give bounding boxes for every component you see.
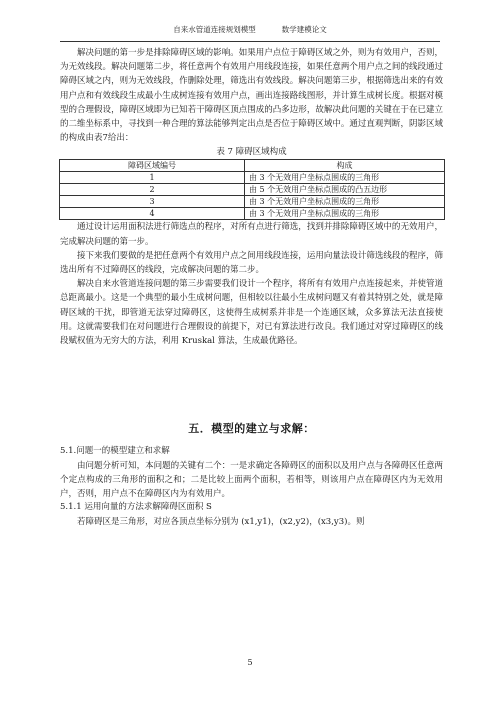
header-rule	[60, 41, 440, 42]
table-header-composition: 构成	[245, 160, 445, 172]
table-cell-composition: 由 5 个无效用户坐标点围成的凸五边形	[245, 184, 445, 196]
obstacle-table	[59, 159, 445, 220]
paragraph-triangle-vertices: 若障碍区是三角形，对应各顶点坐标分别为 (x1,y1)，(x2,y2)，(x3,y3)。则	[77, 516, 365, 527]
table-cell-id: 4	[60, 208, 245, 220]
table-cell-composition: 由 3 个无效用户坐标点围成的三角形	[245, 208, 445, 220]
table-row	[60, 208, 445, 220]
page-body	[60, 46, 443, 529]
table-cell-composition: 由 3 个无效用户坐标点围成的三角形	[245, 172, 445, 184]
header-type: 数学建模论文	[281, 25, 327, 34]
section-heading: 五．模型的建立与求解：	[188, 422, 315, 436]
subsection-heading: 5.1.问题一的模型建立和求解	[60, 446, 170, 457]
running-header	[60, 23, 440, 39]
paragraph-step-overview: 解决问题的第一步是排除障碍区域的影响。如果用户点位于障碍区域之外，则为有效用户，否则，为无效线段。解决问题第二步，将任意两个有效用户用线段连接，如果任意两个用户点之间的线段通过障碍区域之内，则为无效线段，作删除处理，筛选出有效线段。解决问题第三步，根据筛选出来的有效用户点和有效线段生成最小生成树连接有效用户点，画出连接路线图形，并计算生成树长度。根据对模型的合理假设，障碍区域即为已知若干障碍区顶点围成的凸多边形，故解决此问题的关键在于在已建立的二维坐标系中，寻找到一种合理的算法能够判定出点是否位于障碍区域中。通过直观判断，阴影区域的构成由表7给出：	[60, 48, 443, 144]
paragraph-step-one: 通过设计运用面积法进行筛选点的程序，对所有点进行筛选，找到并排除障碍区域中的无效用户，完成解决问题的第一步。	[60, 222, 443, 247]
table-header-id: 障碍区域编号	[60, 160, 245, 172]
page-number: 5	[247, 658, 253, 667]
table-row	[60, 172, 445, 184]
table-header-row	[60, 160, 445, 172]
table-cell-id: 3	[60, 196, 245, 208]
table-cell-id: 1	[60, 172, 245, 184]
table-caption: 表 7 障碍区域构成	[216, 147, 287, 158]
table-cell-composition: 由 3 个无效用户坐标点围成的三角形	[245, 196, 445, 208]
subsubsection-heading: 5.1.1 运用向量的方法求解障碍区面积 S	[60, 502, 212, 513]
paragraph-step-three: 解决自来水管道连接问题的第三步需要我们设计一个程序，将所有有效用户点连接起来，并使管道总距离最小。这是一个典型的最小生成树问题，但相较以往最小生成树问题又有着其特别之处，就是障碍区域的干扰，即管道无法穿过障碍区，这使得生成树系并非是一个连通区域，众多算法无法直接使用。这就需要我们在对问题进行合理假设的前提下，对已有算法进行改良。我们通过对穿过障碍区的线段赋权值为无穷大的方法，利用 Kruskal 算法，生成最优路径。	[60, 279, 443, 347]
paragraph-model-analysis: 由问题分析可知，本问题的关键有二个：一是求确定各障碍区的面积以及用户点与各障碍区任意两个定点构成的三角形的面积之和；二是比较上面两个面积，若相等，则该用户点在障碍区内为无效用户，否则，用户点不在障碍区内为有效用户。	[60, 460, 443, 500]
header-title: 自来水管道连接规划模型	[173, 25, 256, 34]
table-cell-id: 2	[60, 184, 245, 196]
paragraph-step-two: 接下来我们要做的是把任意两个有效用户点之间用线段连接，运用向量法设计筛选线段的程序，筛选出所有不过障碍区的线段，完成解决问题的第二步。	[60, 250, 443, 276]
table-row	[60, 184, 445, 196]
table-row	[60, 196, 445, 208]
